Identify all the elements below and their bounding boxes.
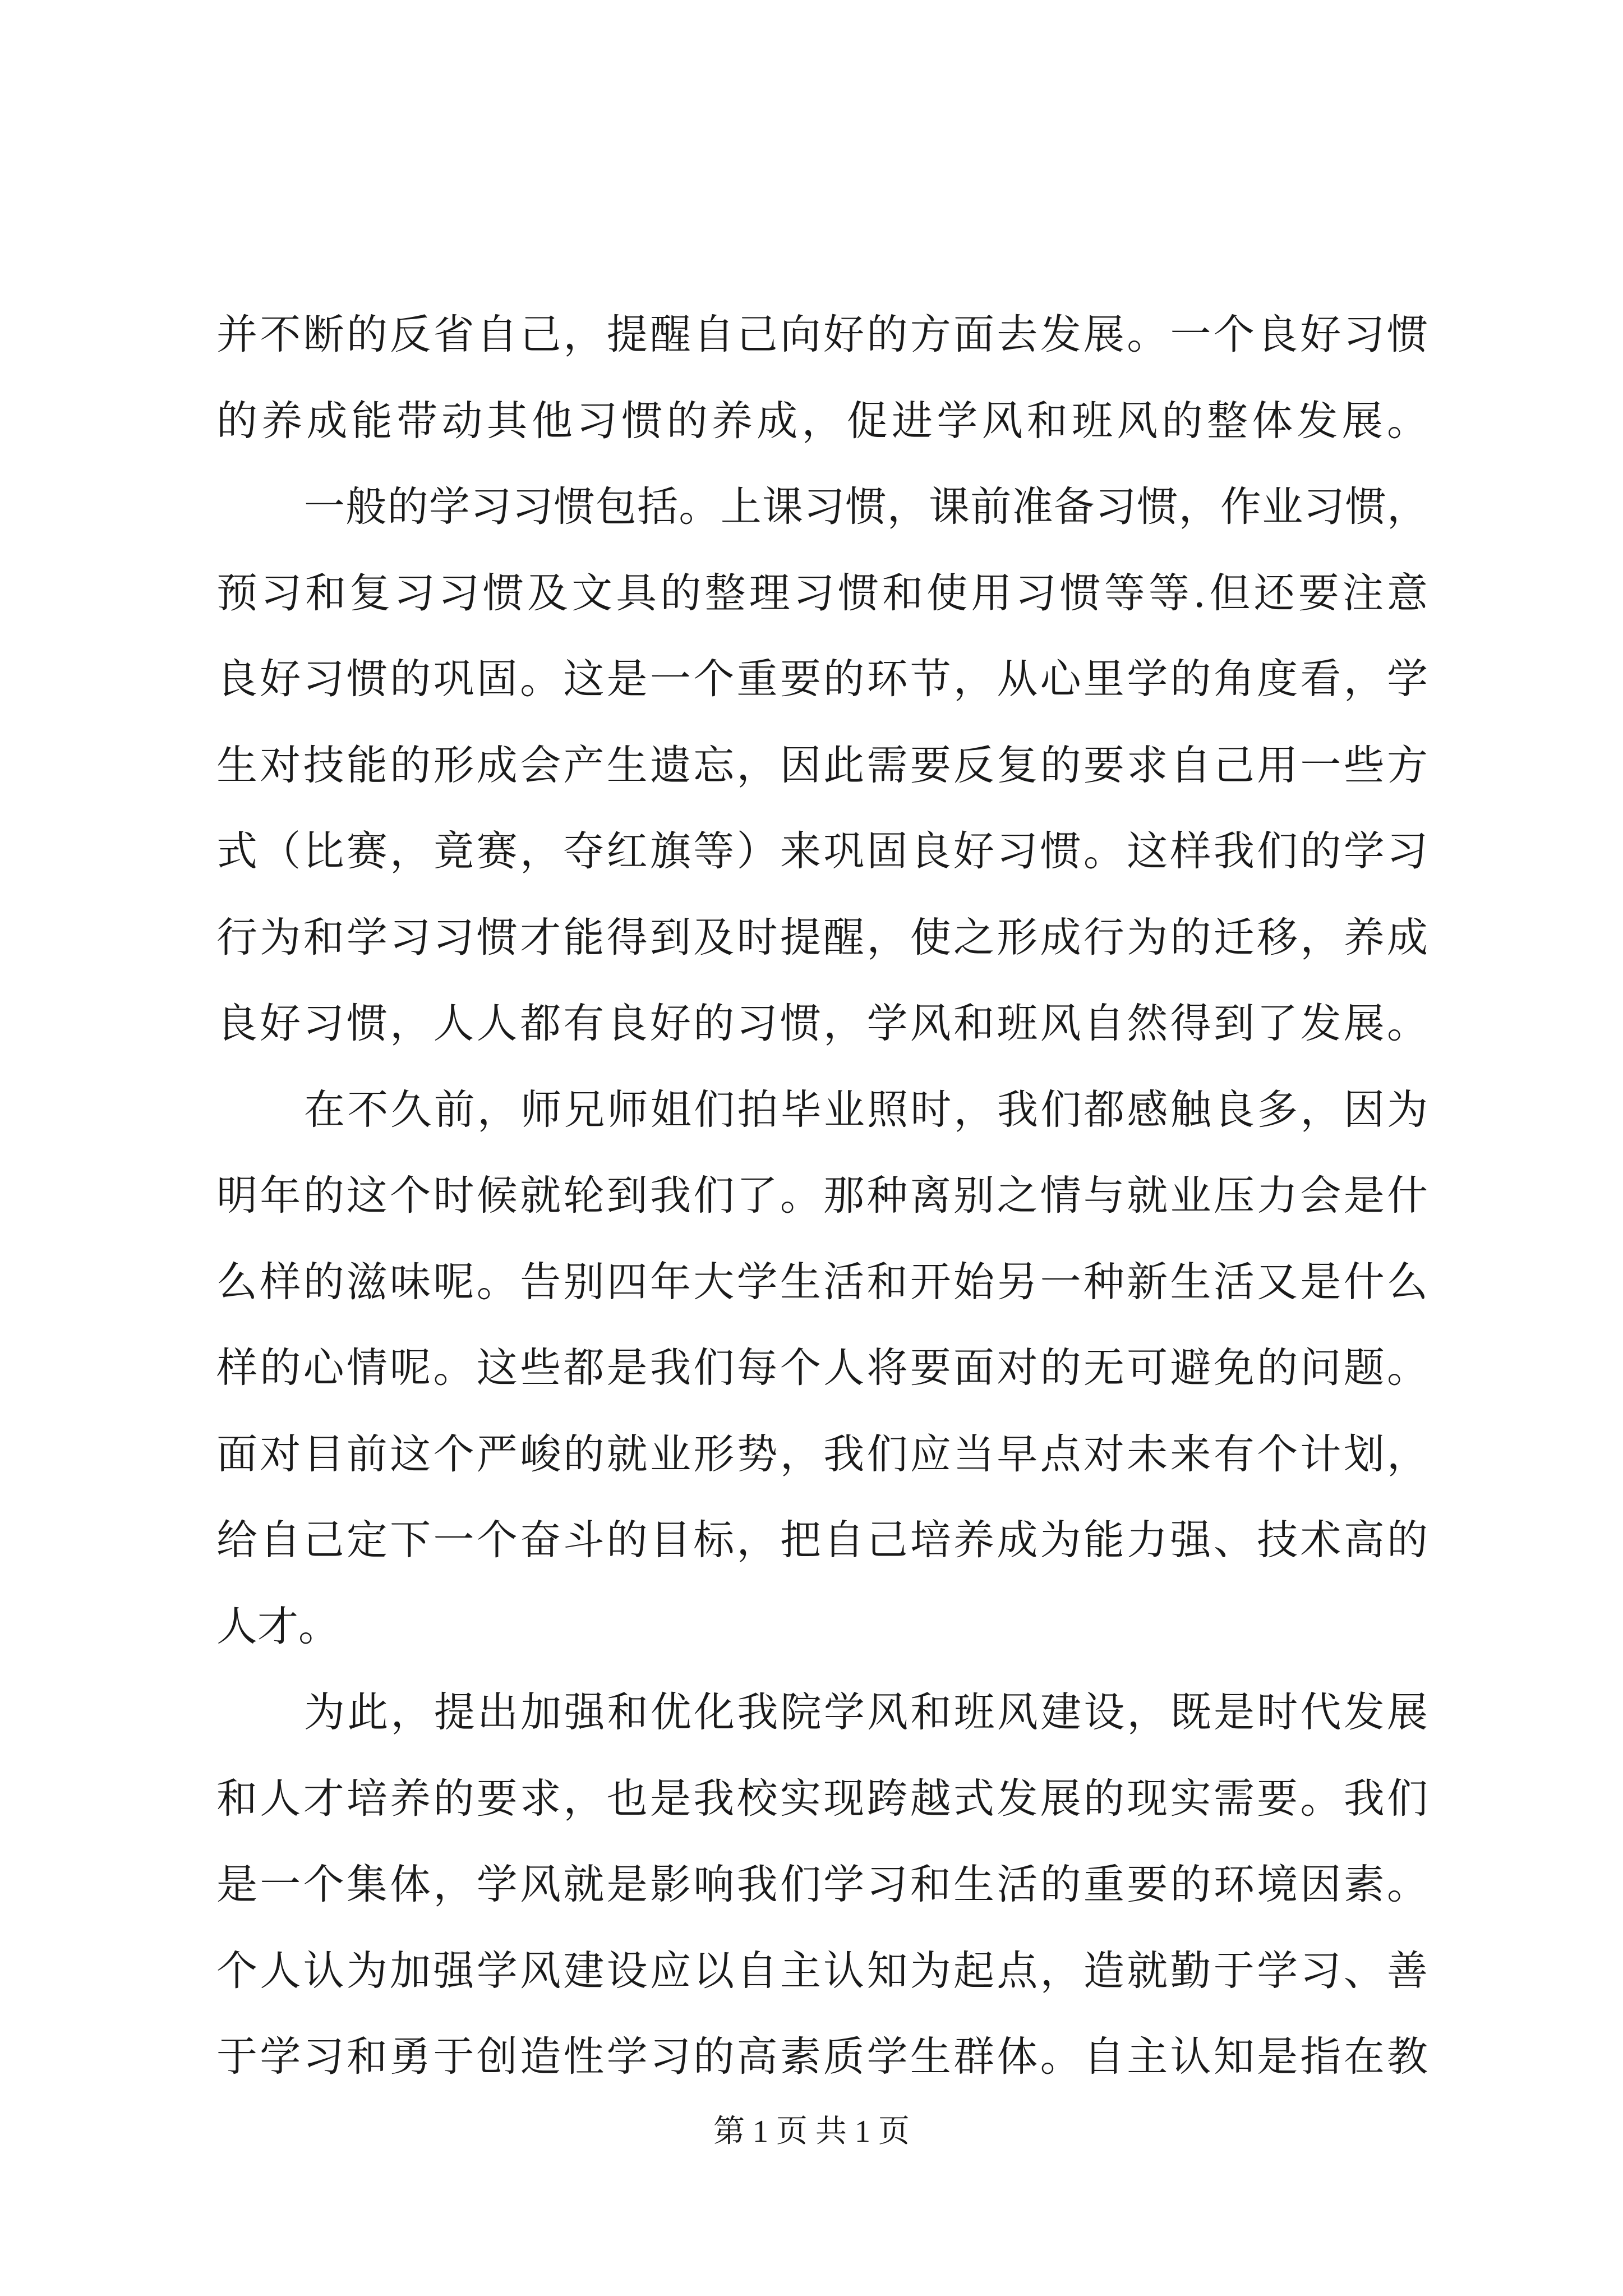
text-line: 个人认为加强学风建设应以自主认知为起点，造就勤于学习、善 bbox=[216, 1947, 1428, 1995]
paragraph-end-line: 人才。 bbox=[216, 1602, 339, 1650]
text-line: 式（比赛，竟赛，夺红旗等）来巩固良好习惯。这样我们的学习 bbox=[216, 827, 1428, 875]
text-line: 良好习惯，人人都有良好的习惯，学风和班风自然得到了发展。 bbox=[216, 1000, 1428, 1047]
text-line: 面对目前这个严峻的就业形势，我们应当早点对未来有个计划， bbox=[216, 1430, 1428, 1478]
text-line: 的养成能带动其他习惯的养成，促进学风和班风的整体发展。 bbox=[216, 397, 1428, 445]
page-number-footer: 第 1 页 共 1 页 bbox=[713, 2114, 910, 2149]
text-line: 是一个集体，学风就是影响我们学习和生活的重要的环境因素。 bbox=[216, 1861, 1428, 1908]
text-line: 预习和复习习惯及文具的整理习惯和使用习惯等等.但还要注意 bbox=[216, 569, 1428, 617]
document-body bbox=[216, 292, 1428, 2100]
text-line: 样的心情呢。这些都是我们每个人将要面对的无可避免的问题。 bbox=[216, 1344, 1428, 1392]
text-line: 么样的滋味呢。告别四年大学生活和开始另一种新生活又是什么 bbox=[216, 1258, 1428, 1306]
text-line: 良好习惯的巩固。这是一个重要的环节，从心里学的角度看，学 bbox=[216, 655, 1428, 703]
paragraph-start-line: 一般的学习习惯包括。上课习惯，课前准备习惯，作业习惯， bbox=[304, 483, 1428, 531]
text-line: 和人才培养的要求，也是我校实现跨越式发展的现实需要。我们 bbox=[216, 1774, 1428, 1823]
text-line: 明年的这个时候就轮到我们了。那种离别之情与就业压力会是什 bbox=[216, 1172, 1428, 1220]
text-line: 生对技能的形成会产生遗忘，因此需要反复的要求自己用一些方 bbox=[216, 741, 1428, 789]
text-line: 于学习和勇于创造性学习的高素质学生群体。自主认知是指在教 bbox=[216, 2033, 1428, 2081]
text-line: 并不断的反省自己，提醒自己向好的方面去发展。一个良好习惯 bbox=[216, 311, 1428, 358]
text-line: 行为和学习习惯才能得到及时提醒，使之形成行为的迁移，养成 bbox=[216, 913, 1428, 961]
paragraph-start-line: 为此，提出加强和优化我院学风和班风建设，既是时代发展 bbox=[304, 1688, 1428, 1736]
paragraph-start-line: 在不久前，师兄师姐们拍毕业照时，我们都感触良多，因为 bbox=[304, 1085, 1428, 1134]
text-line: 给自己定下一个奋斗的目标，把自己培养成为能力强、技术高的 bbox=[216, 1516, 1428, 1564]
